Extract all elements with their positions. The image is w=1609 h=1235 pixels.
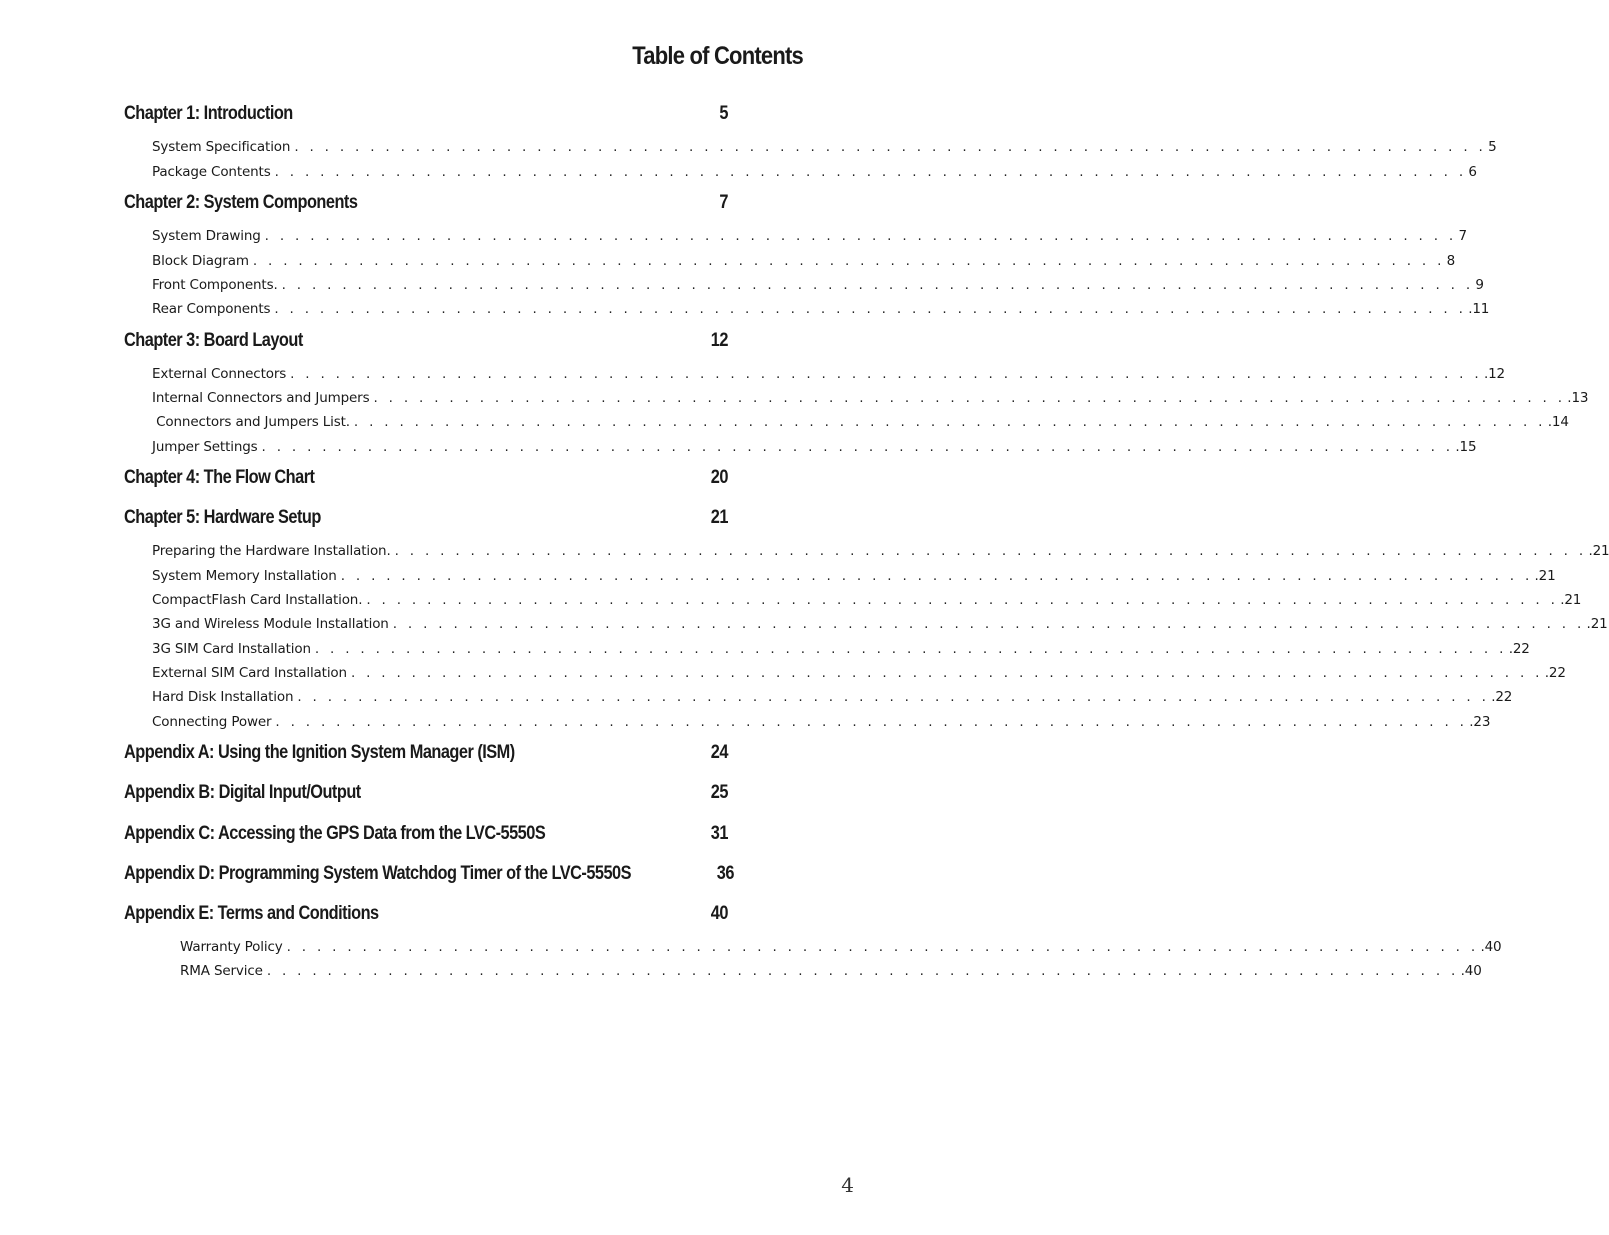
toc-entry[interactable]: [152, 592, 1582, 612]
toc-chapter[interactable]: [124, 507, 728, 533]
dot-leader: . . . . . . . . . . . . . . . . . . . . . . . . . . . . . . . . . . . . . . . . . . . . . . . . . . . . . . . . . . . . . . . . . . . . . . . . . . . . . . .: [340, 568, 1533, 584]
toc-chapter[interactable]: [124, 103, 728, 129]
toc-entry[interactable]: [152, 139, 1497, 159]
entry-page: .40: [1480, 939, 1502, 955]
entry-page: .11: [1468, 301, 1490, 317]
entry-page: .21: [1534, 568, 1556, 584]
toc-entry[interactable]: [152, 568, 1556, 588]
toc-entry[interactable]: [152, 366, 1505, 386]
entry-title: Warranty Policy: [180, 939, 283, 955]
entry-title: Block Diagram: [152, 253, 249, 269]
chapter-page: 12: [710, 330, 728, 351]
chapter-title: Chapter 1: Introduction: [124, 103, 293, 124]
chapter-title: Appendix A: Using the Ignition System Manager (ISM): [124, 742, 515, 763]
entry-title: 3G SIM Card Installation: [152, 641, 311, 657]
dot-leader: . . . . . . . . . . . . . . . . . . . . . . . . . . . . . . . . . . . . . . . . . . . . . . . . . . . . . . . . . . . . . . . . . . . . . . . . . . . . . . .: [266, 963, 1459, 979]
dot-leader: . . . . . . . . . . . . . . . . . . . . . . . . . . . . . . . . . . . . . . . . . . . . . . . . . . . . . . . . . . . . . . . . . . . . . . . . . . . . . . .: [350, 665, 1543, 681]
entry-page: .40: [1460, 963, 1482, 979]
chapter-title: Chapter 4: The Flow Chart: [124, 467, 315, 488]
chapter-title: Chapter 2: System Components: [124, 192, 358, 213]
toc-entry[interactable]: [152, 616, 1608, 636]
dot-leader: . . . . . . . . . . . . . . . . . . . . . . . . . . . . . . . . . . . . . . . . . . . . . . . . . . . . . . . . . . . . . . . . . . . . . . . . . . . . . . .: [392, 616, 1585, 632]
chapter-page: 7: [719, 192, 728, 213]
toc-chapter[interactable]: [124, 782, 728, 808]
toc-entry[interactable]: [152, 228, 1467, 248]
entry-title: Hard Disk Installation: [152, 689, 294, 705]
entry-title: System Specification: [152, 139, 291, 155]
entry-title: External Connectors: [152, 366, 287, 382]
entry-page: 8: [1446, 253, 1456, 269]
entry-page: .22: [1508, 641, 1530, 657]
entry-page: 5: [1488, 139, 1497, 155]
toc-entry[interactable]: [152, 689, 1513, 709]
entry-title: System Drawing: [152, 228, 261, 244]
page-title: Table of Contents: [632, 42, 803, 70]
entry-page: .22: [1491, 689, 1513, 705]
dot-leader: . . . . . . . . . . . . . . . . . . . . . . . . . . . . . . . . . . . . . . . . . . . . . . . . . . . . . . . . . . . . . . . . . . . . . . . . . . . . . . .: [252, 253, 1445, 269]
dot-leader: . . . . . . . . . . . . . . . . . . . . . . . . . . . . . . . . . . . . . . . . . . . . . . . . . . . . . . . . . . . . . . . . . . . . . . . . . . . . . . .: [281, 277, 1474, 293]
dot-leader: . . . . . . . . . . . . . . . . . . . . . . . . . . . . . . . . . . . . . . . . . . . . . . . . . . . . . . . . . . . . . . . . . . . . . . . . . . . . . . .: [314, 641, 1507, 657]
chapter-title: Chapter 5: Hardware Setup: [124, 507, 321, 528]
toc-entry[interactable]: [152, 665, 1566, 685]
entry-title: Connectors and Jumpers List.: [152, 414, 350, 430]
entry-page: .23: [1469, 714, 1491, 730]
chapter-page: 40: [710, 903, 728, 924]
chapter-title: Appendix B: Digital Input/Output: [124, 782, 361, 803]
entry-page: .12: [1483, 366, 1505, 382]
chapter-title: Appendix C: Accessing the GPS Data from the LVC-5550S: [124, 823, 546, 844]
chapter-page: 25: [710, 782, 728, 803]
dot-leader: . . . . . . . . . . . . . . . . . . . . . . . . . . . . . . . . . . . . . . . . . . . . . . . . . . . . . . . . . . . . . . . . . . . . . . . . . . . . . . .: [286, 939, 1479, 955]
toc-chapter[interactable]: [124, 903, 728, 929]
dot-leader: . . . . . . . . . . . . . . . . . . . . . . . . . . . . . . . . . . . . . . . . . . . . . . . . . . . . . . . . . . . . . . . . . . . . . . . . . . . . . . .: [294, 139, 1487, 155]
dot-leader: . . . . . . . . . . . . . . . . . . . . . . . . . . . . . . . . . . . . . . . . . . . . . . . . . . . . . . . . . . . . . . . . . . . . . . . . . . . . . . .: [394, 543, 1587, 559]
toc-entry[interactable]: [152, 301, 1490, 321]
toc-entry[interactable]: [180, 963, 1482, 983]
toc-entry[interactable]: [152, 277, 1484, 297]
entry-title: Internal Connectors and Jumpers: [152, 390, 370, 406]
chapter-title: Appendix E: Terms and Conditions: [124, 903, 379, 924]
entry-title: Rear Components: [152, 301, 271, 317]
toc-entry[interactable]: [152, 164, 1477, 184]
dot-leader: . . . . . . . . . . . . . . . . . . . . . . . . . . . . . . . . . . . . . . . . . . . . . . . . . . . . . . . . . . . . . . . . . . . . . . . . . . . . . . .: [275, 714, 1468, 730]
toc-chapter[interactable]: [124, 192, 728, 218]
entry-title: RMA Service: [180, 963, 263, 979]
chapter-page: 36: [716, 863, 734, 884]
entry-title: Package Contents: [152, 164, 271, 180]
entry-title: Connecting Power: [152, 714, 272, 730]
toc-entry[interactable]: [152, 641, 1530, 661]
dot-leader: . . . . . . . . . . . . . . . . . . . . . . . . . . . . . . . . . . . . . . . . . . . . . . . . . . . . . . . . . . . . . . . . . . . . . . . . . . . . . . .: [264, 228, 1457, 244]
toc-entry[interactable]: [152, 439, 1477, 459]
toc-chapter[interactable]: [124, 863, 734, 889]
entry-title: CompactFlash Card Installation.: [152, 592, 363, 608]
dot-leader: . . . . . . . . . . . . . . . . . . . . . . . . . . . . . . . . . . . . . . . . . . . . . . . . . . . . . . . . . . . . . . . . . . . . . . . . . . . . . . .: [353, 414, 1546, 430]
chapter-page: 20: [710, 467, 728, 488]
entry-title: Jumper Settings: [152, 439, 258, 455]
entry-page: 7: [1458, 228, 1467, 244]
dot-leader: . . . . . . . . . . . . . . . . . . . . . . . . . . . . . . . . . . . . . . . . . . . . . . . . . . . . . . . . . . . . . . . . . . . . . . . . . . . . . . .: [261, 439, 1454, 455]
chapter-page: 31: [710, 823, 728, 844]
dot-leader: . . . . . . . . . . . . . . . . . . . . . . . . . . . . . . . . . . . . . . . . . . . . . . . . . . . . . . . . . . . . . . . . . . . . . . . . . . . . . . .: [274, 301, 1467, 317]
entry-title: External SIM Card Installation: [152, 665, 347, 681]
toc-chapter[interactable]: [124, 467, 728, 493]
toc-entry[interactable]: [152, 414, 1569, 434]
dot-leader: . . . . . . . . . . . . . . . . . . . . . . . . . . . . . . . . . . . . . . . . . . . . . . . . . . . . . . . . . . . . . . . . . . . . . . . . . . . . . . .: [366, 592, 1559, 608]
entry-title: System Memory Installation: [152, 568, 337, 584]
entry-page: .13: [1567, 390, 1589, 406]
entry-page: .15: [1455, 439, 1477, 455]
entry-page: 6: [1468, 164, 1477, 180]
chapter-title: Chapter 3: Board Layout: [124, 330, 303, 351]
entry-page: .22: [1544, 665, 1566, 681]
entry-page: .14: [1547, 414, 1569, 430]
chapter-title: Appendix D: Programming System Watchdog Timer of the LVC-5550S: [124, 863, 632, 884]
chapter-page: 21: [710, 507, 728, 528]
entry-title: Front Components.: [152, 277, 278, 293]
toc-entry[interactable]: [152, 543, 1609, 563]
toc-chapter[interactable]: [124, 330, 728, 356]
dot-leader: . . . . . . . . . . . . . . . . . . . . . . . . . . . . . . . . . . . . . . . . . . . . . . . . . . . . . . . . . . . . . . . . . . . . . . . . . . . . . . .: [373, 390, 1566, 406]
entry-title: 3G and Wireless Module Installation: [152, 616, 389, 632]
table-of-contents: [124, 0, 1609, 1235]
toc-entry[interactable]: [152, 253, 1456, 273]
entry-title: Preparing the Hardware Installation.: [152, 543, 391, 559]
toc-chapter[interactable]: [124, 742, 728, 768]
toc-entry[interactable]: [152, 714, 1491, 734]
dot-leader: . . . . . . . . . . . . . . . . . . . . . . . . . . . . . . . . . . . . . . . . . . . . . . . . . . . . . . . . . . . . . . . . . . . . . . . . . . . . . . .: [274, 164, 1467, 180]
chapter-page: 24: [710, 742, 728, 763]
entry-page: .21: [1586, 616, 1608, 632]
chapter-page: 5: [719, 103, 728, 124]
dot-leader: . . . . . . . . . . . . . . . . . . . . . . . . . . . . . . . . . . . . . . . . . . . . . . . . . . . . . . . . . . . . . . . . . . . . . . . . . . . . . . .: [297, 689, 1490, 705]
toc-chapter[interactable]: [124, 823, 728, 849]
dot-leader: . . . . . . . . . . . . . . . . . . . . . . . . . . . . . . . . . . . . . . . . . . . . . . . . . . . . . . . . . . . . . . . . . . . . . . . . . . . . . . .: [290, 366, 1482, 382]
toc-entry[interactable]: [152, 390, 1589, 410]
entry-page: .21: [1588, 543, 1609, 559]
entry-page: .21: [1560, 592, 1582, 608]
entry-page: 9: [1475, 277, 1484, 293]
toc-entry[interactable]: [180, 939, 1502, 959]
page-number: 4: [841, 1173, 854, 1197]
